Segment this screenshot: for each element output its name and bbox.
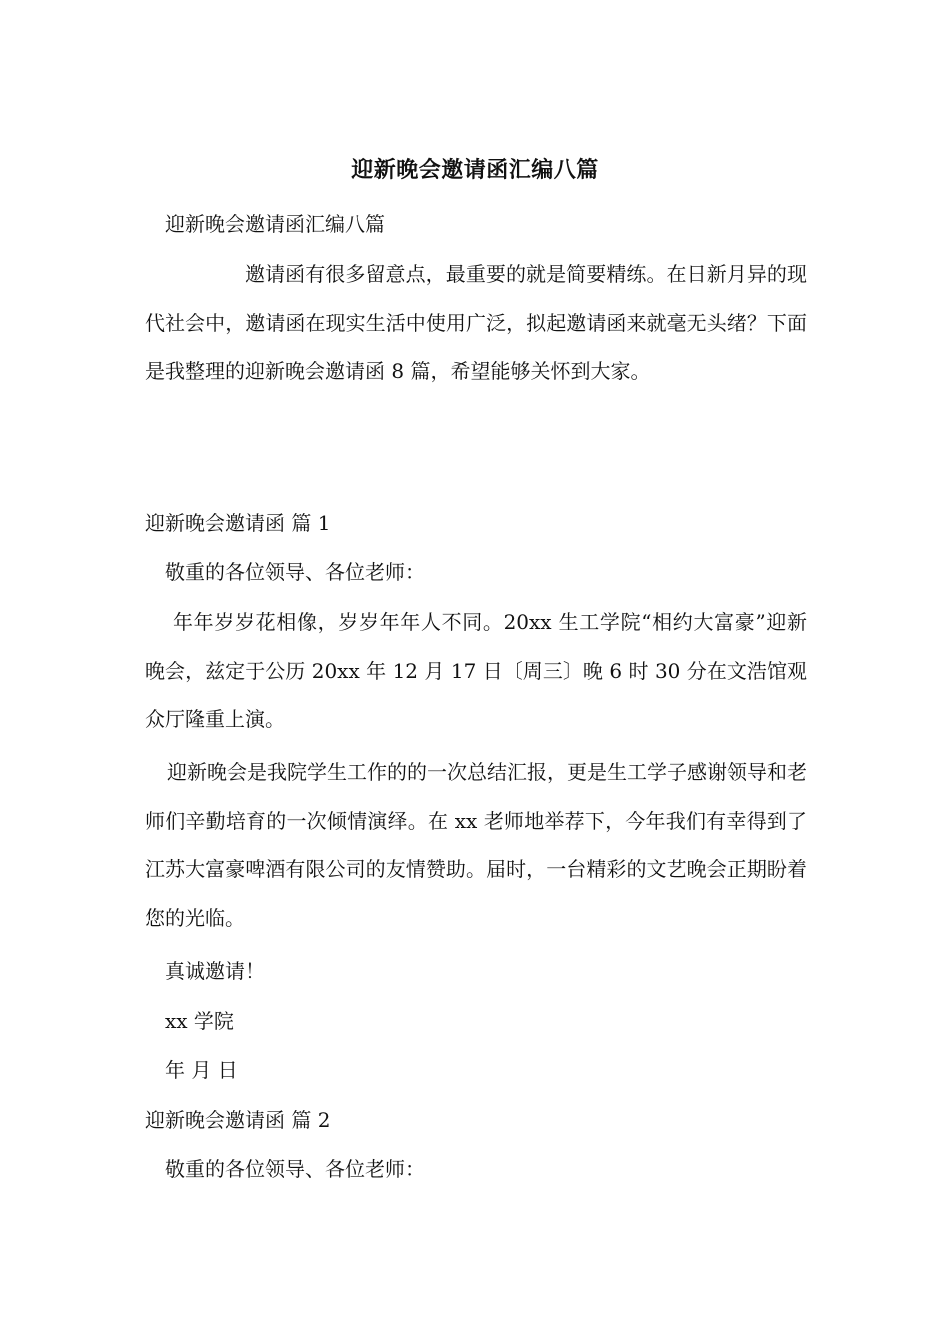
section-1-closing: 真诚邀请！ [165,959,265,983]
document-subtitle: 迎新晚会邀请函汇编八篇 [165,212,385,236]
section-1-signature: xx 学院 [165,1009,234,1033]
section-1-heading: 迎新晚会邀请函 篇 1 [145,511,331,535]
section-1-paragraph-1: 年年岁岁花相像，岁岁年年人不同。20xx 生工学院“相约大富豪”迎新晚会，兹定于公历 20xx 年 12 月 17 日〔周三〕晚 6 时 30 分在文浩馆观众厅隆重上演。 [145,610,807,731]
document-title: 迎新晚会邀请函汇编八篇 [351,157,599,183]
section-1-paragraph-2: 迎新晚会是我院学生工作的的一次总结汇报，更是生工学子感谢领导和老师们辛勤培育的一次倾情演绎。在 xx 老师地举荐下，今年我们有幸得到了江苏大富豪啤酒有限公司的友情赞助。届时，一台精彩的文艺晚会正期盼着您的光临。 [145,760,807,930]
section-1-date: 年 月 日 [165,1058,238,1082]
section-1-salutation: 敬重的各位领导、各位老师： [165,560,425,584]
section-2-heading: 迎新晚会邀请函 篇 2 [145,1108,331,1132]
section-2-salutation: 敬重的各位领导、各位老师： [165,1157,425,1181]
intro-paragraph: 邀请函有很多留意点，最重要的就是简要精练。在日新月异的现代社会中，邀请函在现实生活中使用广泛，拟起邀请函来就毫无头绪？下面是我整理的迎新晚会邀请函 8 篇，希望能够关怀到大家。 [145,262,807,383]
